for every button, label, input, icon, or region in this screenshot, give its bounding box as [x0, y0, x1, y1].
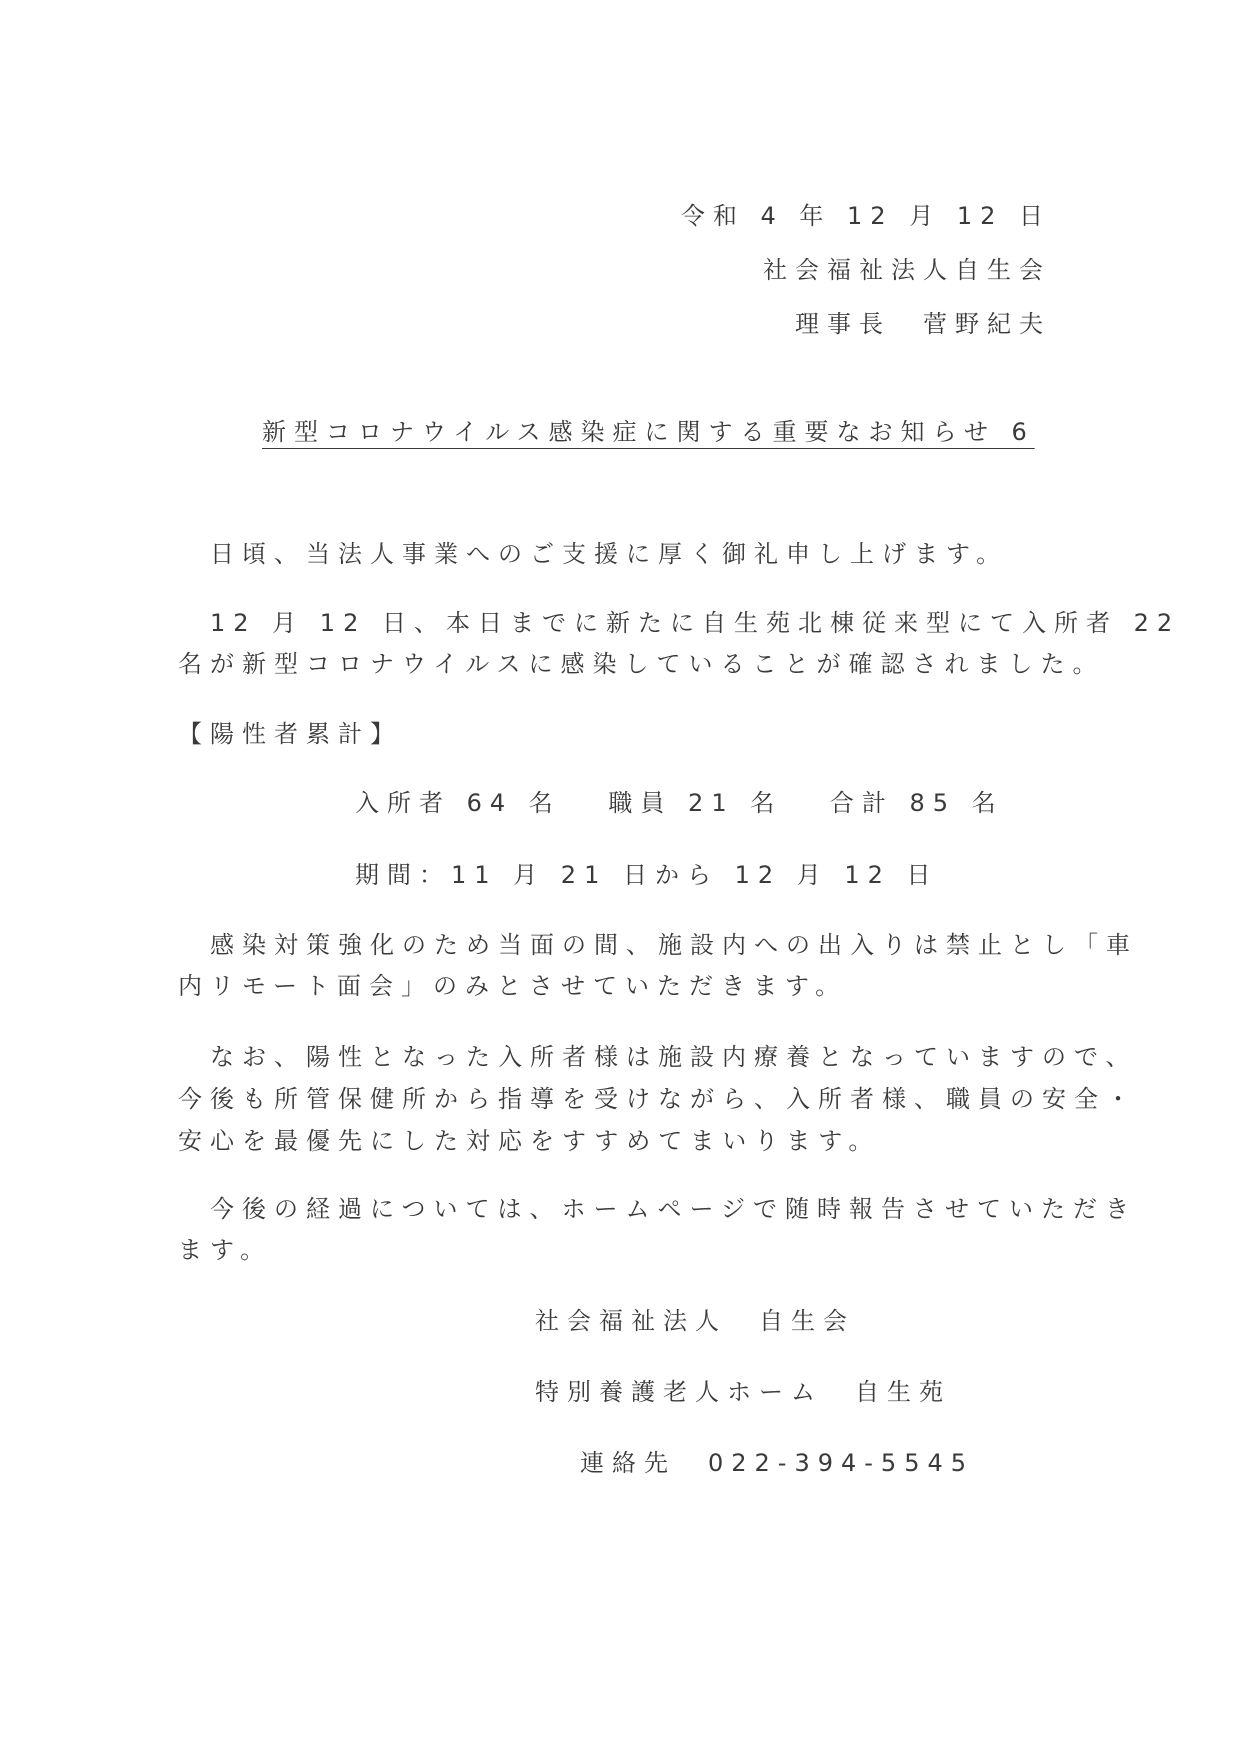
footer-organization: 社会福祉法人 自生会: [535, 1307, 855, 1335]
care-paragraph-line-3: 安心を最優先にした対応をすすめてまいります。: [178, 1127, 881, 1155]
issuer-representative: 理事長 菅野紀夫: [795, 310, 1051, 338]
measures-paragraph-line-2: 内リモート面会」のみとさせていただきます。: [178, 972, 848, 1000]
report-paragraph-line-1: 12 月 12 日、本日までに新たに自生苑北棟従来型にて入所者 22: [178, 609, 1181, 637]
footer-contact: 連絡先 022-394-5545: [580, 1449, 975, 1477]
greeting-paragraph: 日頃、当法人事業へのご支援に厚く御礼申し上げます。: [178, 540, 1009, 568]
document-title: 新型コロナウイルス感染症に関する重要なお知らせ 6: [262, 418, 1035, 446]
measures-paragraph-line-1: 感染対策強化のため当面の間、施設内への出入りは禁止とし「車: [178, 931, 1138, 959]
footer-facility: 特別養護老人ホーム 自生苑: [535, 1378, 951, 1406]
updates-paragraph-line-1: 今後の経過については、ホームページで随時報告させていただき: [178, 1195, 1138, 1223]
care-paragraph-line-2: 今後も所管保健所から指導を受けながら、入所者様、職員の安全・: [178, 1085, 1138, 1113]
infection-period: 期間：11 月 21 日から 12 月 12 日: [355, 861, 939, 889]
cumulative-heading: 【陽性者累計】: [178, 720, 402, 748]
cumulative-counts: 入所者 64 名 職員 21 名 合計 85 名: [355, 789, 1004, 817]
document-date: 令和 4 年 12 月 12 日: [680, 202, 1051, 230]
issuer-organization: 社会福祉法人自生会: [763, 256, 1051, 284]
report-paragraph-line-2: 名が新型コロナウイルスに感染していることが確認されました。: [178, 650, 1105, 678]
care-paragraph-line-1: なお、陽性となった入所者様は施設内療養となっていますので、: [178, 1043, 1138, 1071]
updates-paragraph-line-2: ます。: [178, 1236, 273, 1264]
